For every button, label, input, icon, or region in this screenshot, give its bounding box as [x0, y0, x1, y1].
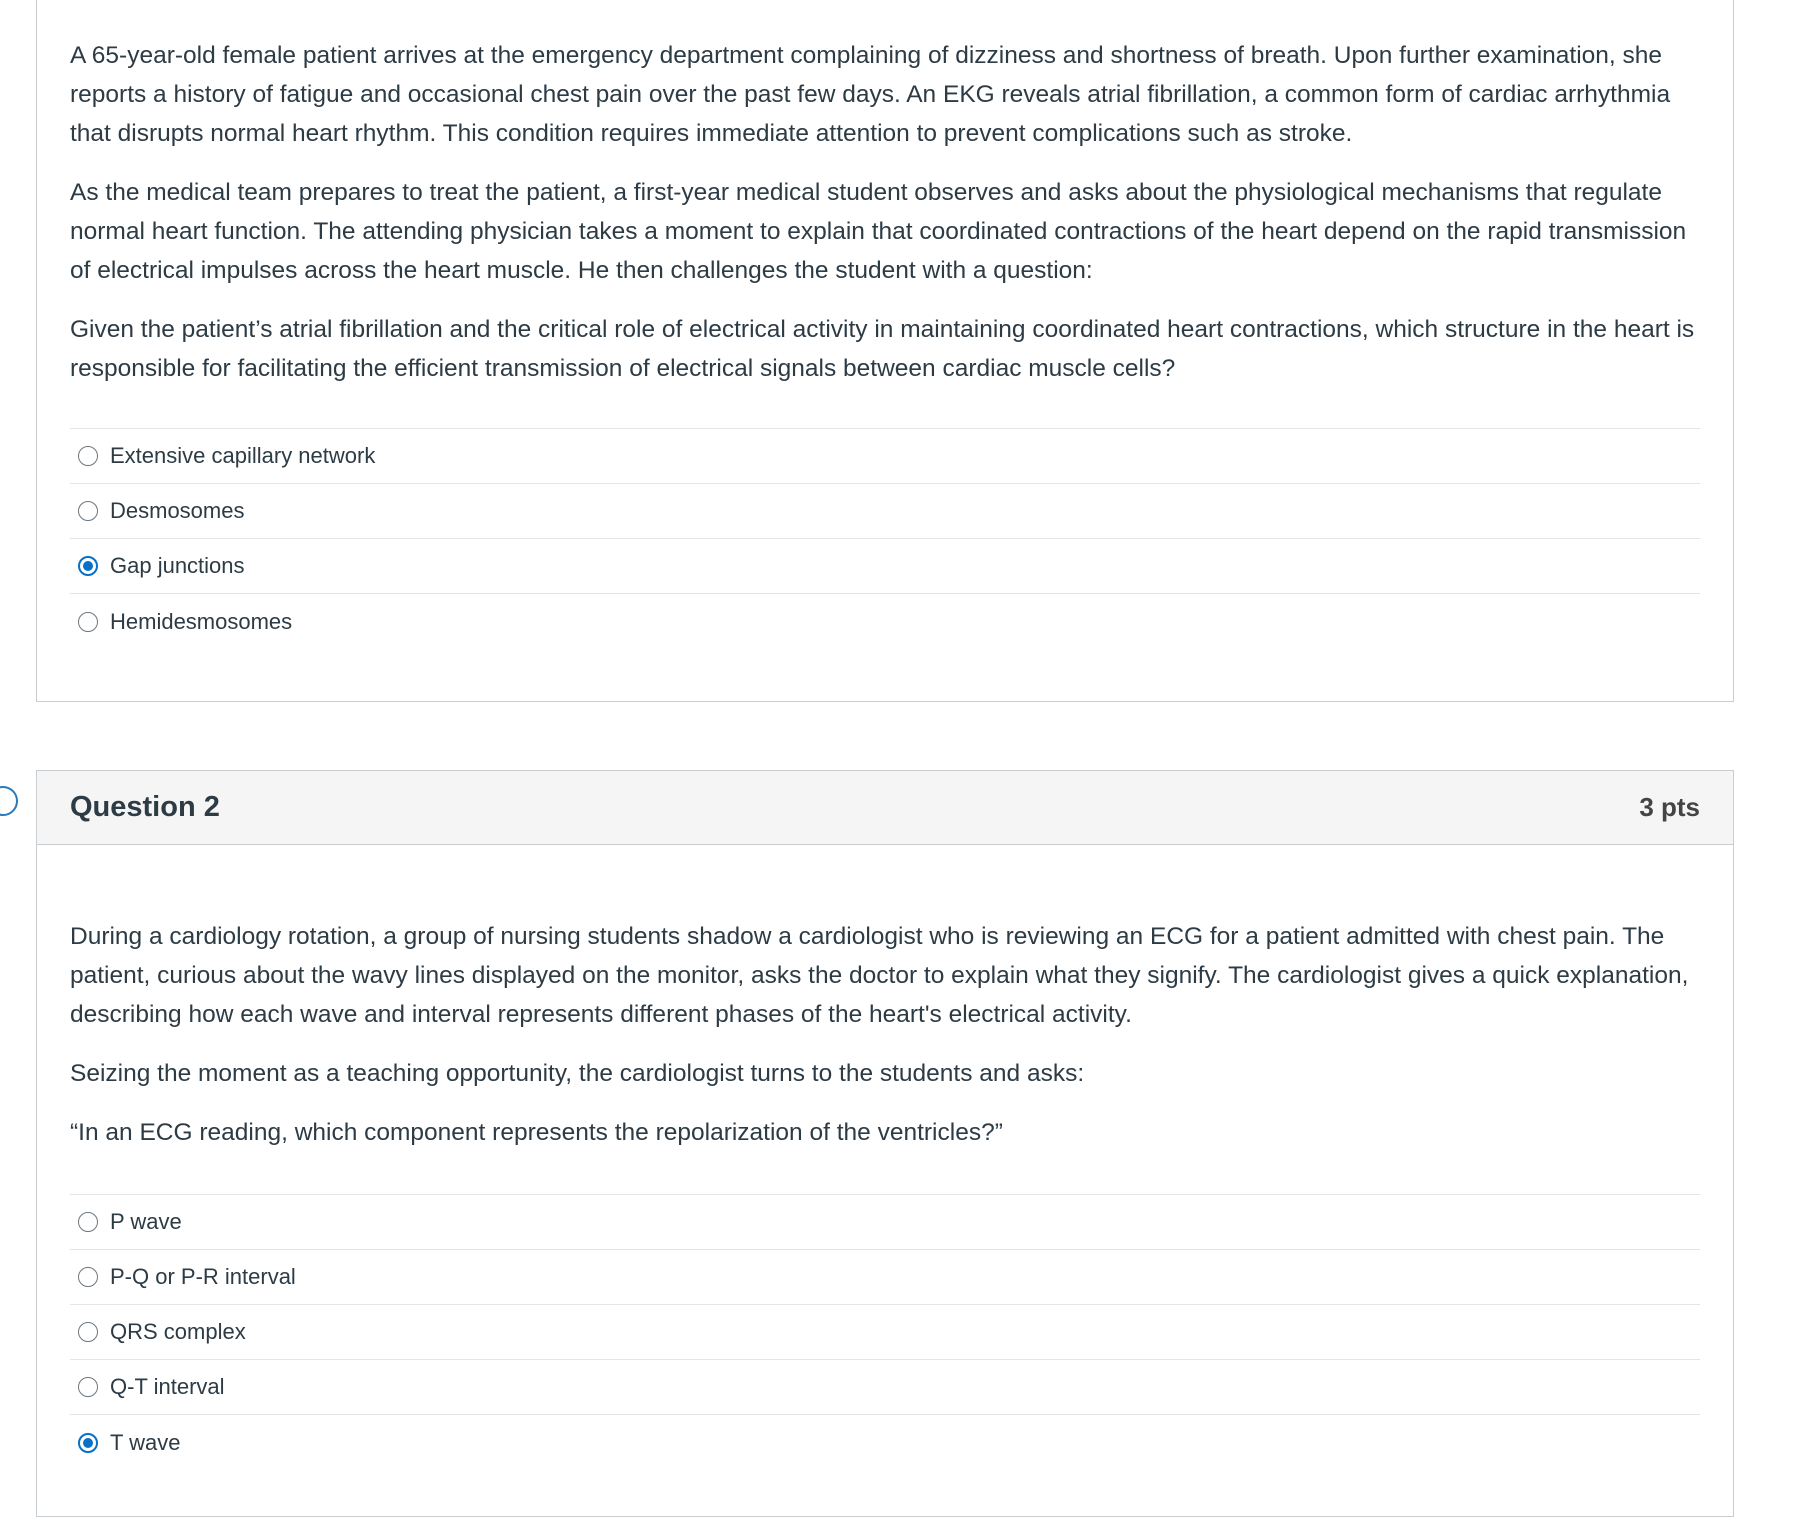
answer-option[interactable]	[70, 1305, 1700, 1360]
question-points: 3 pts	[1639, 792, 1700, 822]
answer-option[interactable]	[70, 539, 1700, 594]
radio-circle-icon[interactable]	[78, 501, 98, 521]
radio-circle-icon[interactable]	[78, 1267, 98, 1287]
answer-label: P wave	[110, 1209, 182, 1234]
question-title: Question 2	[70, 791, 220, 823]
answer-label: T wave	[110, 1429, 181, 1455]
answer-list	[70, 428, 1700, 649]
radio-circle-icon[interactable]	[78, 1377, 98, 1397]
answer-option[interactable]	[70, 484, 1700, 539]
answer-label: Q-T interval	[110, 1374, 225, 1399]
bookmark-flag-icon[interactable]	[0, 786, 18, 816]
answer-option[interactable]	[70, 1360, 1700, 1415]
question-body	[37, 0, 1733, 649]
answer-label: Desmosomes	[110, 498, 245, 523]
radio-circle-icon[interactable]	[78, 1322, 98, 1342]
answer-option[interactable]	[70, 1415, 1700, 1470]
radio-circle-icon[interactable]	[78, 556, 98, 576]
answer-label: Gap junctions	[110, 553, 245, 578]
question-card-1	[36, 0, 1734, 702]
question-paragraph: Given the patient’s atrial fibrillation and the critical role of electrical activity in maintaining coordinated heart contractions, which structure in the heart is responsible for facilitating the efficient transmission of electrical signals between cardiac muscle cells?	[70, 316, 1695, 382]
radio-circle-icon[interactable]	[78, 1433, 98, 1453]
question-body	[37, 845, 1733, 1470]
answer-label: P-Q or P-R interval	[110, 1264, 296, 1289]
question-paragraph: “In an ECG reading, which component represents the repolarization of the ventricles?”	[70, 1119, 1003, 1146]
radio-circle-icon[interactable]	[78, 612, 98, 632]
question-header	[37, 771, 1733, 845]
answer-option[interactable]	[70, 1250, 1700, 1305]
answer-list	[70, 1194, 1700, 1470]
question-paragraph: As the medical team prepares to treat the patient, a first-year medical student observes and asks about the physiological mechanisms that regulate normal heart function. The attending physician takes a moment to explain that coordinated contractions of the heart depend on the rapid transmission of electrical impulses across the heart muscle. He then challenges the student with a question:	[70, 179, 1687, 284]
answer-option[interactable]	[70, 429, 1700, 484]
answer-label: Extensive capillary network	[110, 443, 376, 468]
radio-circle-icon[interactable]	[78, 1212, 98, 1232]
radio-circle-icon[interactable]	[78, 446, 98, 466]
answer-option[interactable]	[70, 594, 1700, 649]
answer-option[interactable]	[70, 1195, 1700, 1250]
question-paragraph: Seizing the moment as a teaching opportunity, the cardiologist turns to the students and asks:	[70, 1060, 1085, 1087]
question-paragraph: During a cardiology rotation, a group of nursing students shadow a cardiologist who is reviewing an ECG for a patient admitted with chest pain. The patient, curious about the wavy lines displayed on the monitor, asks the doctor to explain what they signify. The cardiologist gives a quick explanation, describing how each wave and interval represents different phases of the heart's electrical activity.	[70, 923, 1689, 1028]
answer-label: Hemidesmosomes	[110, 608, 293, 634]
answer-label: QRS complex	[110, 1319, 246, 1344]
question-text	[70, 36, 1700, 388]
question-paragraph: A 65-year-old female patient arrives at the emergency department complaining of dizziness and shortness of breath. Upon further examination, she reports a history of fatigue and occasional chest pain over the past few days. An EKG reveals atrial fibrillation, a common form of cardiac arrhythmia that disrupts normal heart rhythm. This condition requires immediate attention to prevent complications such as stroke.	[70, 42, 1671, 147]
question-card-2	[36, 770, 1734, 1517]
question-text	[70, 917, 1700, 1152]
